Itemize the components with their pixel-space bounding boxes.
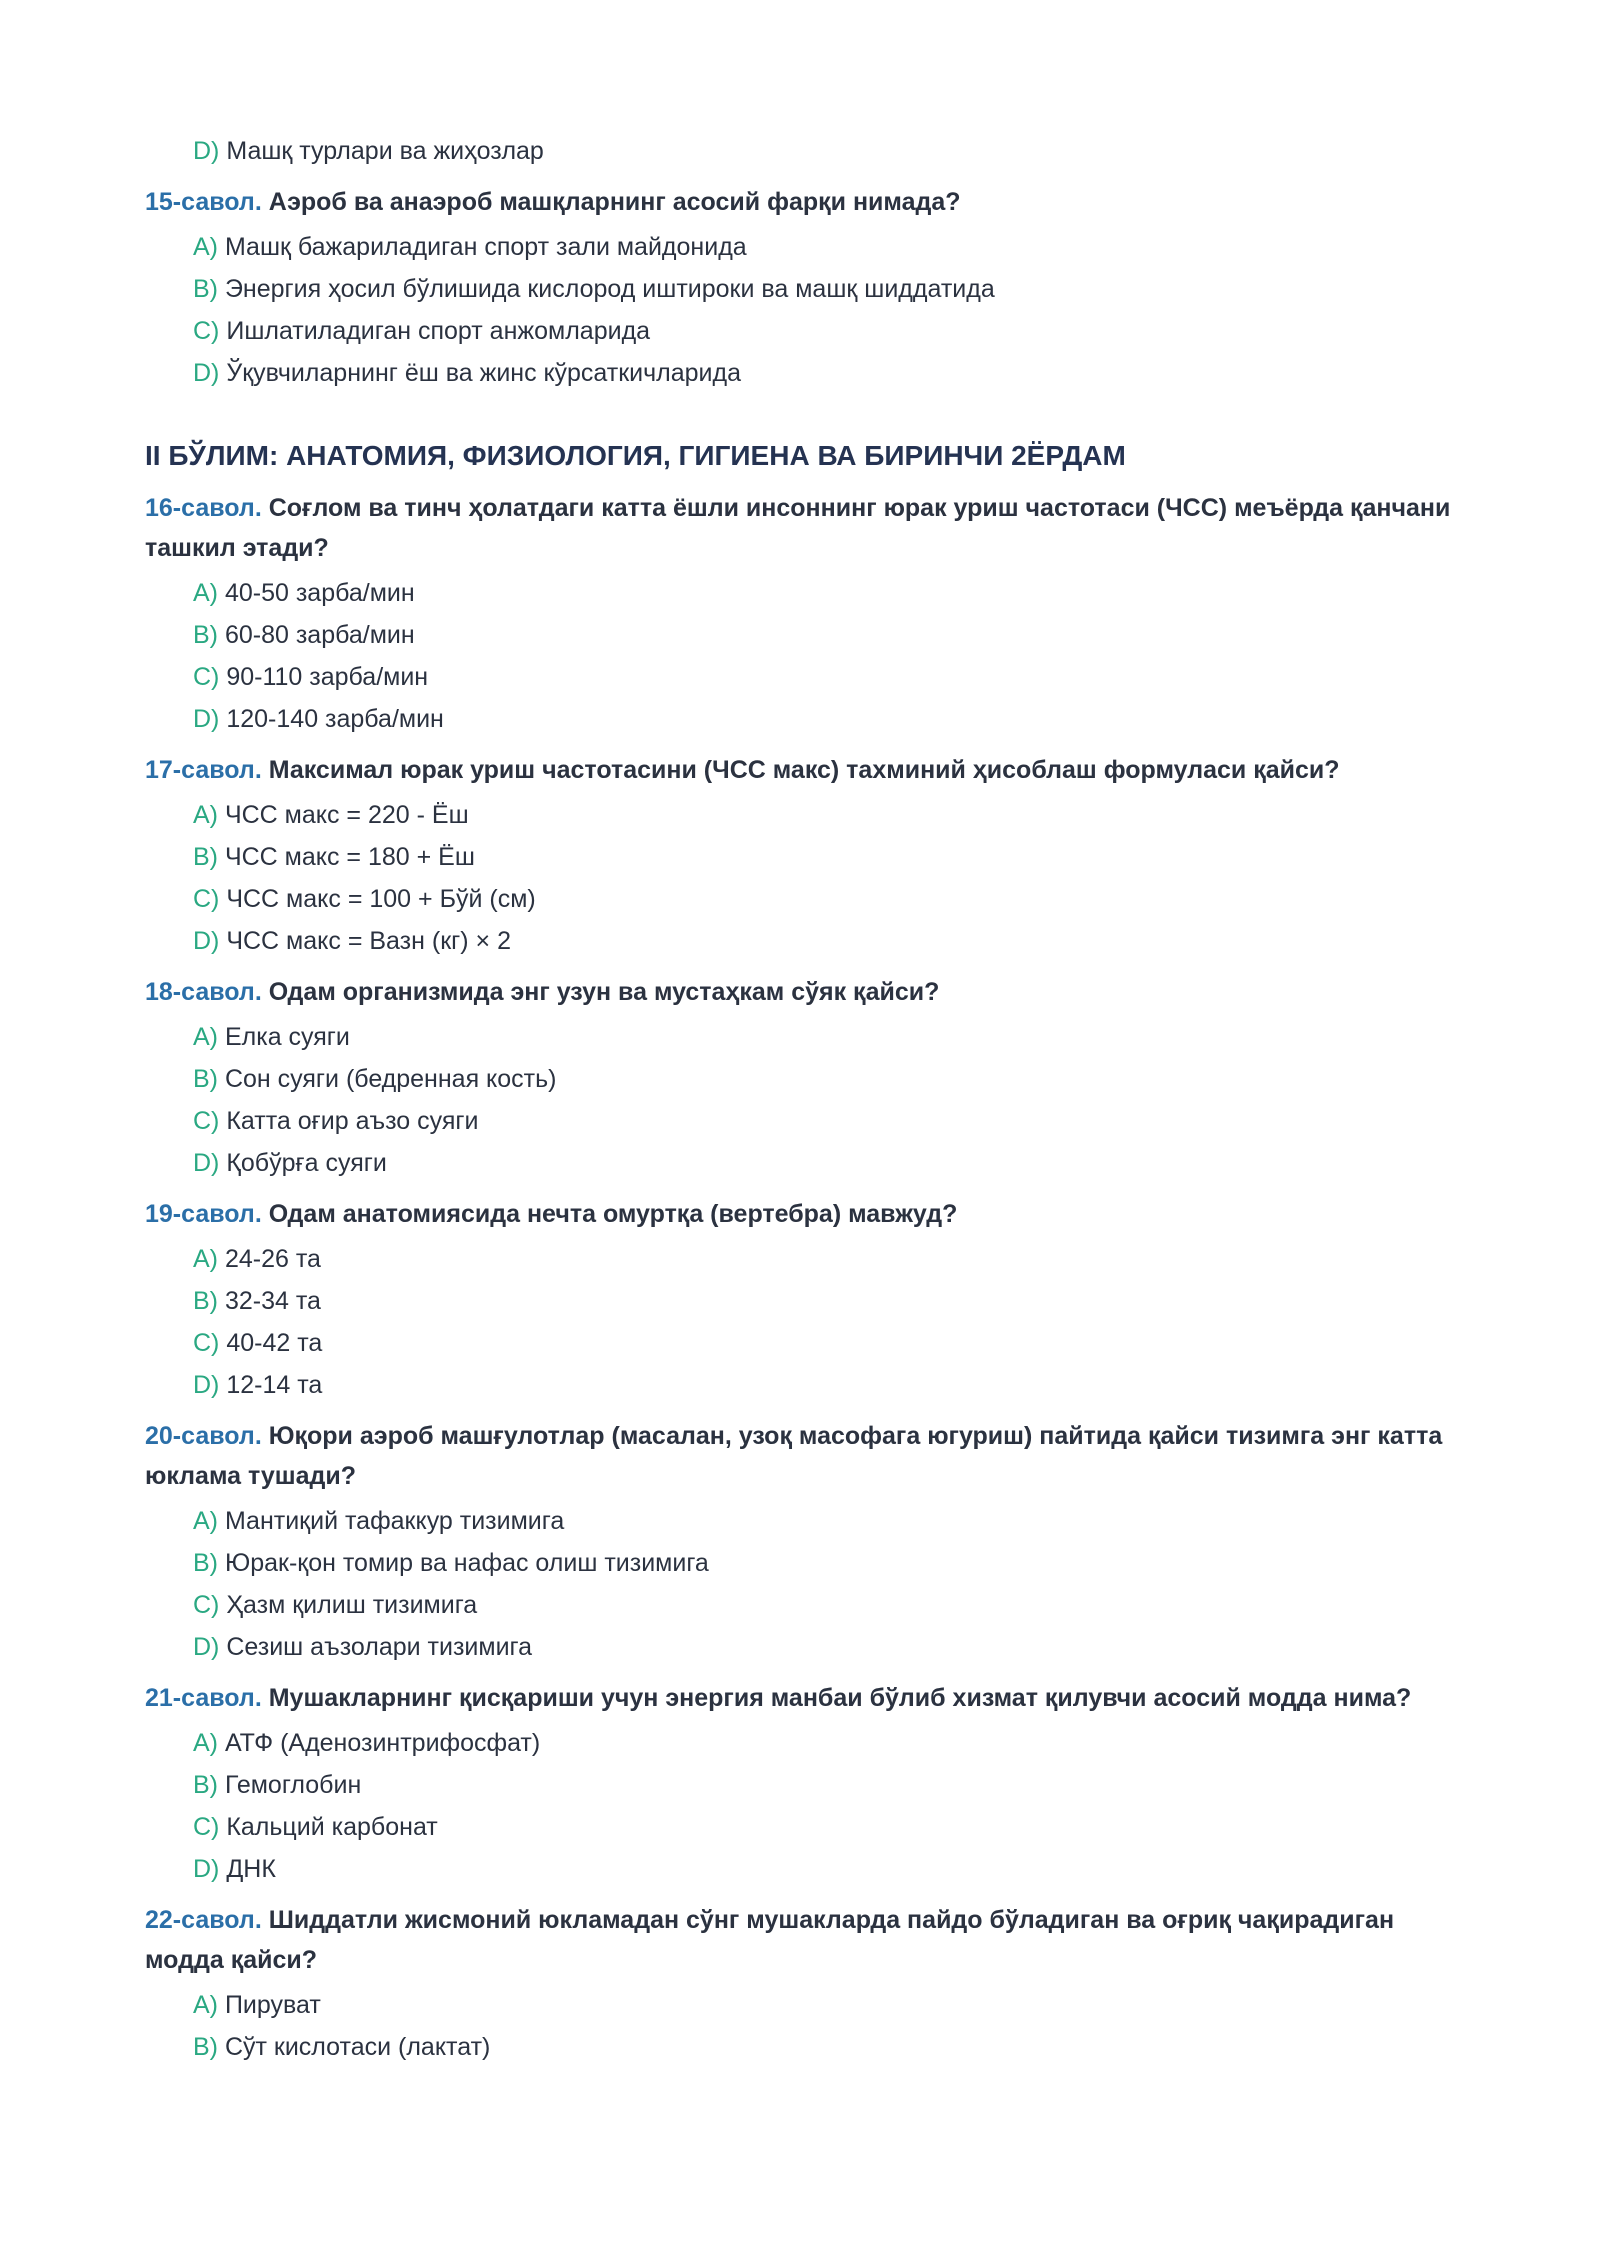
- option-d: D) ДНК: [193, 1855, 276, 1883]
- option-a: A) 24-26 та: [193, 1245, 321, 1273]
- option-c: C) Катта оғир аъзо суяги: [193, 1107, 479, 1135]
- option-d: D) Қобўрға суяги: [193, 1149, 387, 1177]
- option-c: C) 40-42 та: [193, 1329, 323, 1357]
- option-d: D) 12-14 та: [193, 1371, 323, 1399]
- question-title: 21-савол. Мушакларнинг қисқариши учун энергия манбаи бўлиб хизмат қилувчи асосий модда нима?: [145, 1684, 1412, 1712]
- option-b: B) 32-34 та: [193, 1287, 321, 1315]
- question-22: [145, 1900, 1460, 2068]
- option-b: B) 60-80 зарба/мин: [193, 621, 415, 649]
- option-d: D) Сезиш аъзолари тизимига: [193, 1633, 533, 1661]
- option-d: D) Ўқувчиларнинг ёш ва жинс кўрсаткичларида: [193, 359, 741, 387]
- option-c: C) Ишлатиладиган спорт анжомларида: [193, 317, 651, 345]
- question-20: [145, 1416, 1460, 1668]
- option-c: C) ЧСС макс = 100 + Бўй (см): [193, 885, 536, 913]
- option-a: A) Мантиқий тафаккур тизимига: [193, 1507, 565, 1535]
- option-b: B) ЧСС макс = 180 + Ёш: [193, 843, 475, 871]
- option-a: A) Машқ бажариладиган спорт зали майдонида: [193, 233, 747, 261]
- question-16: [145, 488, 1460, 740]
- option-b: B) Юрак-қон томир ва нафас олиш тизимига: [193, 1549, 709, 1577]
- option-a: A) Пируват: [193, 1991, 321, 2019]
- question-title: 19-савол. Одам анатомиясида нечта омуртқа (вертебра) мавжуд?: [145, 1200, 958, 1228]
- question-17: [145, 750, 1460, 962]
- question-title: 15-савол. Аэроб ва анаэроб машқларнинг асосий фарқи нимада?: [145, 188, 961, 216]
- option-c: C) 90-110 зарба/мин: [193, 663, 429, 691]
- option-d: D) ЧСС макс = Вазн (кг) × 2: [193, 927, 511, 955]
- option-d: D) Машқ турлари ва жиҳозлар: [193, 137, 544, 165]
- question-title: 17-савол. Максимал юрак уриш частотасини (ЧСС макс) тахминий ҳисоблаш формуласи қайси?: [145, 756, 1340, 784]
- section-heading: II БЎЛИМ: АНАТОМИЯ, ФИЗИОЛОГИЯ, ГИГИЕНА ВА БИРИНЧИ 2ЁРДАМ: [145, 440, 1126, 471]
- question-title: 16-савол. Соғлом ва тинч ҳолатдаги катта ёшли инсоннинг юрак уриш частотаси (ЧСС) меъёрда қанчани ташкил этади?: [145, 494, 1451, 562]
- option-c: C) Ҳазм қилиш тизимига: [193, 1591, 478, 1619]
- option-a: A) 40-50 зарба/мин: [193, 579, 415, 607]
- question-title: 22-савол. Шиддатли жисмоний юкламадан сўнг мушакларда пайдо бўладиган ва оғриқ чақирадиган модда қайси?: [145, 1906, 1395, 1974]
- option-a: A) ЧСС макс = 220 - Ёш: [193, 801, 469, 829]
- option-a: A) Елка суяги: [193, 1023, 350, 1051]
- option-d: D) 120-140 зарба/мин: [193, 705, 444, 733]
- question-18: [145, 972, 1460, 1184]
- question-21: [145, 1678, 1460, 1890]
- option-a: A) АТФ (Аденозинтрифосфат): [193, 1729, 541, 1757]
- question-title: 20-савол. Юқори аэроб машғулотлар (масалан, узоқ масофага югуриш) пайтида қайси тизимга энг катта юклама тушади?: [145, 1422, 1443, 1490]
- option-b: B) Сон суяги (бедренная кость): [193, 1065, 557, 1093]
- option-b: B) Сўт кислотаси (лактат): [193, 2033, 491, 2061]
- option-b: B) Гемоглобин: [193, 1771, 362, 1799]
- option-b: B) Энергия ҳосил бўлишида кислород иштироки ва машқ шиддатида: [193, 275, 995, 303]
- question-15: [145, 182, 1460, 394]
- option-c: C) Кальций карбонат: [193, 1813, 438, 1841]
- question-19: [145, 1194, 1460, 1406]
- question-title: 18-савол. Одам организмида энг узун ва мустаҳкам сўяк қайси?: [145, 978, 940, 1006]
